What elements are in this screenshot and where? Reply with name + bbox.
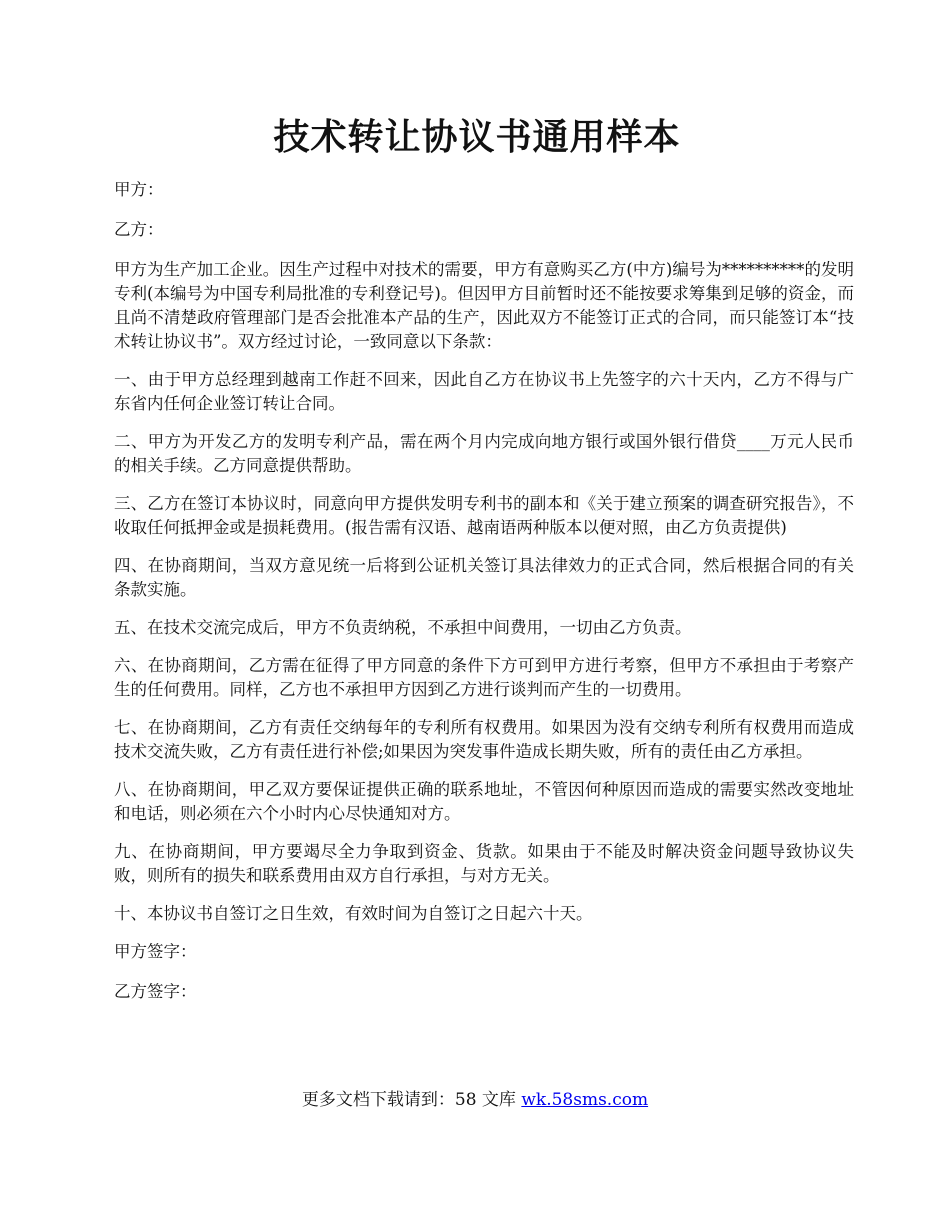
- clause-4: 四、在协商期间，当双方意见统一后将到公证机关签订具法律效力的正式合同，然后根据合同的有关条款实施。: [114, 556, 854, 599]
- footer-text: 更多文档下载请到：58 文库: [301, 1090, 522, 1110]
- clause-8: 八、在协商期间，甲乙双方要保证提供正确的联系地址，不管因何种原因而造成的需要实然改变地址和电话，则必须在六个小时内心尽快通知对方。: [114, 780, 854, 823]
- party-b-label: 乙方：: [114, 220, 164, 239]
- party-a-label: 甲方：: [114, 180, 164, 199]
- clause-6: 六、在协商期间，乙方需在征得了甲方同意的条件下方可到甲方进行考察，但甲方不承担由于考察产生的任何费用。同样，乙方也不承担甲方因到乙方进行谈判而产生的一切费用。: [114, 656, 854, 699]
- footer: [0, 1087, 950, 1113]
- footer-link[interactable]: wk.58sms.com: [521, 1090, 649, 1110]
- party-a-signature: 甲方签字：: [114, 942, 197, 961]
- intro-paragraph: 甲方为生产加工企业。因生产过程中对技术的需要，甲方有意购买乙方(中方)编号为**********的发明专利(本编号为中国专利局批准的专利登记号)。但因甲方目前暂时还不能按要求筹集到足够的资金，而且尚不清楚政府管理部门是否会批准本产品的生产，因此双方不能签订正式的合同，而只能签订本“技术转让协议书”。双方经过讨论，一致同意以下条款：: [114, 260, 854, 351]
- document-title: 技术转让协议书通用样本: [273, 116, 681, 158]
- clause-9: 九、在协商期间，甲方要竭尽全力争取到资金、货款。如果由于不能及时解决资金问题导致协议失败，则所有的损失和联系费用由双方自行承担，与对方无关。: [114, 842, 854, 885]
- clause-10: 十、本协议书自签订之日生效，有效时间为自签订之日起六十天。: [114, 904, 593, 923]
- clause-7: 七、在协商期间，乙方有责任交纳每年的专利所有权费用。如果因为没有交纳专利所有权费用而造成技术交流失败，乙方有责任进行补偿;如果因为突发事件造成长期失败，所有的责任由乙方承担。: [114, 718, 854, 761]
- clause-1: 一、由于甲方总经理到越南工作赶不回来，因此自乙方在协议书上先签字的六十天内，乙方不得与广东省内任何企业签订转让合同。: [114, 370, 854, 413]
- clause-3: 三、乙方在签订本协议时，同意向甲方提供发明专利书的副本和《关于建立预案的调查研究报告》，不收取任何抵押金或是损耗费用。(报告需有汉语、越南语两种版本以便对照，由乙方负责提供): [114, 494, 854, 537]
- clause-2: 二、甲方为开发乙方的发明专利产品，需在两个月内完成向地方银行或国外银行借贷____万元人民币的相关手续。乙方同意提供帮助。: [114, 432, 854, 475]
- clause-5: 五、在技术交流完成后，甲方不负责纳税，不承担中间费用，一切由乙方负责。: [114, 618, 692, 637]
- party-b-signature: 乙方签字：: [114, 982, 197, 1001]
- document-body: [114, 178, 854, 1020]
